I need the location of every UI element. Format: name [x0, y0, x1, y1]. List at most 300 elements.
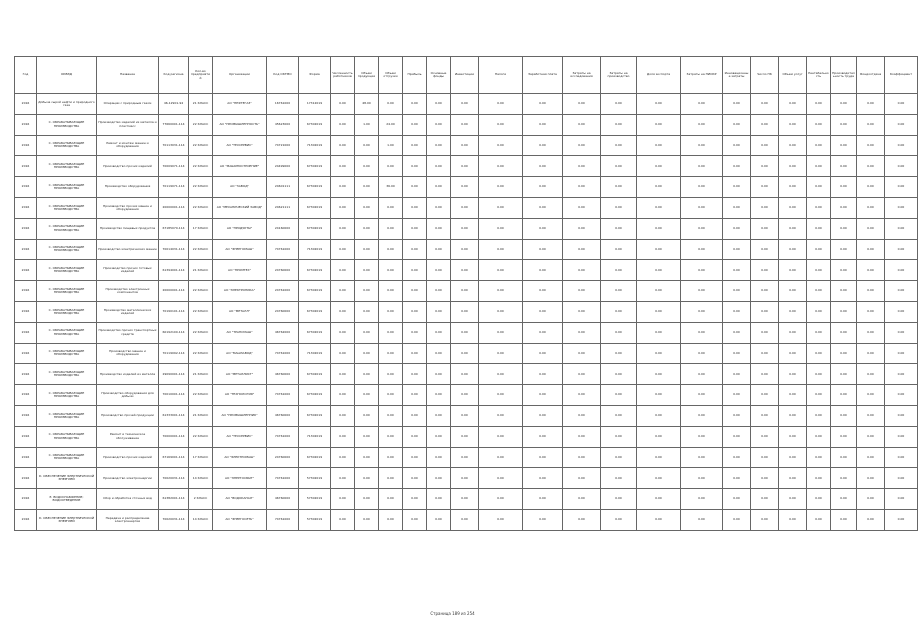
table-cell: 0.00 [479, 218, 523, 239]
table-cell: 0.00 [681, 364, 723, 385]
table-cell: 0.00 [779, 239, 807, 260]
table-cell: 0.00 [355, 239, 379, 260]
table-cell: 70190101-114 [159, 301, 189, 322]
table-cell: 0.00 [807, 114, 831, 135]
table-cell: 0.00 [857, 135, 885, 156]
table-cell: 57302019 [299, 489, 331, 510]
table-cell: 0.00 [857, 260, 885, 281]
table-cell: 0.00 [807, 343, 831, 364]
table-cell: 0.00 [523, 114, 563, 135]
column-header: Инновационные затраты [723, 57, 751, 94]
table-cell: 0.00 [403, 468, 427, 489]
table-cell: 0.00 [723, 322, 751, 343]
table-row [15, 447, 918, 468]
table-cell: 0.00 [331, 405, 355, 426]
table-cell: 0.00 [779, 385, 807, 406]
table-cell: 0.00 [403, 281, 427, 302]
table-cell: 0.00 [563, 364, 601, 385]
table-cell: 0.00 [807, 322, 831, 343]
table-cell: 0.00 [355, 509, 379, 530]
table-cell: 2 КЛАСС [189, 489, 213, 510]
table-cell: 0.00 [331, 301, 355, 322]
table-cell: 17312019 [299, 94, 331, 115]
table-row [15, 197, 918, 218]
table-row [15, 385, 918, 406]
table-cell: 0.00 [779, 447, 807, 468]
table-cell: 0.00 [451, 385, 479, 406]
table-cell: 67302019 [299, 281, 331, 302]
table-cell: 0.00 [723, 239, 751, 260]
table-cell: 36.00 [379, 177, 403, 198]
table-cell: 0.00 [451, 114, 479, 135]
data-table-container [14, 56, 913, 531]
table-cell: 24621111 [267, 197, 299, 218]
table-cell: 0.00 [479, 94, 523, 115]
table-cell: 67302019 [299, 177, 331, 198]
table-cell: 0.00 [807, 177, 831, 198]
table-cell: 0.00 [831, 218, 857, 239]
table-row [15, 114, 918, 135]
table-cell: 0.00 [637, 322, 681, 343]
table-row [15, 218, 918, 239]
table-cell: Сбор и обработка сточных вод [97, 489, 159, 510]
table-cell: 0.00 [523, 218, 563, 239]
table-cell: 0.00 [427, 239, 451, 260]
table-cell: 0.00 [403, 114, 427, 135]
table-cell: 0.00 [427, 197, 451, 218]
table-cell: 0.00 [601, 301, 637, 322]
table-cell: 0.00 [523, 447, 563, 468]
table-cell: 0.00 [885, 94, 918, 115]
table-cell: 0.00 [379, 468, 403, 489]
table-cell: 0.00 [885, 218, 918, 239]
table-cell: АО "ПРОМТЕХ" [213, 260, 267, 281]
table-cell: 0.00 [427, 301, 451, 322]
table-cell: 0.00 [479, 405, 523, 426]
table-cell: 0.00 [601, 447, 637, 468]
table-cell: 0.00 [479, 364, 523, 385]
table-cell: Производство электроэнергии [97, 468, 159, 489]
table-cell: 46762000 [267, 322, 299, 343]
table-cell: 0.00 [779, 281, 807, 302]
table-cell: 46760000 [267, 489, 299, 510]
table-cell: 0.00 [807, 489, 831, 510]
table-cell: 0.00 [885, 156, 918, 177]
column-header: Затраты на производство [601, 57, 637, 94]
table-cell: С. ОБРАБАТЫВАЮЩИЕ ПРОИЗВОДСТВА [37, 405, 97, 426]
table-cell: С. ОБРАБАТЫВАЮЩИЕ ПРОИЗВОДСТВА [37, 135, 97, 156]
table-cell: 0.00 [857, 447, 885, 468]
table-cell: 0.00 [681, 301, 723, 322]
table-cell: 67302019 [299, 301, 331, 322]
table-cell: 0.00 [379, 218, 403, 239]
table-cell: Производство металлических изделий [97, 301, 159, 322]
table-cell: 0.00 [379, 156, 403, 177]
table-cell: 48.00 [355, 94, 379, 115]
table-cell: С. ОБРАБАТЫВАЮЩИЕ ПРОИЗВОДСТВА [37, 343, 97, 364]
table-cell: 1.00 [379, 135, 403, 156]
table-cell: 0.00 [355, 343, 379, 364]
table-cell: 67302019 [299, 114, 331, 135]
table-cell: 0.00 [681, 426, 723, 447]
table-cell: 0.00 [355, 447, 379, 468]
table-cell: 77660001-114 [159, 114, 189, 135]
table-cell: 24601111 [267, 177, 299, 198]
table-cell: 0.00 [601, 364, 637, 385]
table-cell: 0.00 [751, 509, 779, 530]
table-cell: 0.00 [427, 468, 451, 489]
table-cell: 0.00 [857, 156, 885, 177]
table-cell: АО "ВОДОКАНАЛ" [213, 489, 267, 510]
table-cell: АО "ЭНЕРГОСБЫТ" [213, 468, 267, 489]
table-cell: 29090001-114 [159, 364, 189, 385]
table-cell: 0.00 [563, 197, 601, 218]
table-cell: 0.00 [427, 385, 451, 406]
table-cell: 0.00 [807, 468, 831, 489]
column-header: Доля экспорта [637, 57, 681, 94]
table-cell: 0.00 [857, 301, 885, 322]
table-cell: 0.00 [523, 509, 563, 530]
table-body [15, 94, 918, 531]
table-cell: 0.00 [681, 509, 723, 530]
table-cell: 0.00 [451, 322, 479, 343]
table-cell: 0.00 [523, 260, 563, 281]
column-header: Затраты на НИОКР [681, 57, 723, 94]
column-header: Название [97, 57, 159, 94]
table-cell: АО "ТЕХНОЛОГИЯ" [213, 385, 267, 406]
table-cell: 0.00 [403, 260, 427, 281]
table-cell: 24760000 [267, 301, 299, 322]
table-cell: 0.00 [601, 135, 637, 156]
table-cell: 0.00 [637, 197, 681, 218]
table-cell: 0.00 [523, 322, 563, 343]
table-cell: 0.00 [479, 322, 523, 343]
table-row [15, 343, 918, 364]
table-cell: 0.00 [523, 177, 563, 198]
table-cell: 0.00 [479, 177, 523, 198]
table-cell: 0.00 [751, 156, 779, 177]
table-cell: 0.00 [451, 489, 479, 510]
table-cell: 0.00 [601, 156, 637, 177]
table-cell: 2016 [15, 239, 37, 260]
table-cell: 0.00 [723, 218, 751, 239]
table-cell: 71302019 [299, 135, 331, 156]
table-cell: 0.00 [403, 239, 427, 260]
table-cell: 67302019 [299, 364, 331, 385]
table-cell: 0.00 [451, 426, 479, 447]
table-cell: 0.00 [751, 218, 779, 239]
table-cell: 2016 [15, 197, 37, 218]
table-cell: 0.00 [427, 218, 451, 239]
table-cell: 0.00 [831, 281, 857, 302]
table-cell: 0.00 [885, 177, 918, 198]
table-cell: 0.00 [637, 177, 681, 198]
column-header: Объем продукции [355, 57, 379, 94]
table-cell: 0.00 [427, 94, 451, 115]
table-cell: Производство прочей продукции [97, 405, 159, 426]
table-cell: 0.00 [427, 489, 451, 510]
table-cell: 0.00 [451, 197, 479, 218]
table-cell: АО "МЕХАНИЧЕСКИЙ ЗАВОД" [213, 197, 267, 218]
table-cell: 0.00 [379, 343, 403, 364]
table-cell: 0.00 [637, 385, 681, 406]
table-row [15, 405, 918, 426]
table-cell: 2016 [15, 218, 37, 239]
table-cell: 0.00 [479, 489, 523, 510]
table-cell: 0.00 [681, 218, 723, 239]
table-cell: 60192100-114 [159, 322, 189, 343]
table-cell: 46760000 [267, 405, 299, 426]
table-cell: 0.00 [723, 426, 751, 447]
table-cell: АО "ПРОМЫШЛЕННИК" [213, 405, 267, 426]
table-cell: Операции с природным газом [97, 94, 159, 115]
column-header: Численность работников [331, 57, 355, 94]
table-row [15, 489, 918, 510]
table-cell: 0.00 [779, 301, 807, 322]
table-row [15, 281, 918, 302]
table-cell: 0.00 [831, 343, 857, 364]
table-cell: Производство пищевых продуктов [97, 218, 159, 239]
table-cell: 0.00 [807, 281, 831, 302]
table-cell: Производство прочих транспортных средств [97, 322, 159, 343]
table-cell: D. ОБЕСПЕЧЕНИЕ ЭЛЕКТРИЧЕСКОЙ ЭНЕРГИЕЙ [37, 509, 97, 530]
table-cell: 0.00 [355, 405, 379, 426]
table-cell: 0.00 [637, 281, 681, 302]
table-cell: 0.00 [751, 322, 779, 343]
table-cell: 0.00 [403, 509, 427, 530]
table-cell: 0.00 [831, 364, 857, 385]
table-cell: 0.00 [403, 197, 427, 218]
table-cell: 1.00 [355, 114, 379, 135]
table-cell: 0.00 [601, 468, 637, 489]
table-cell: 0.00 [751, 364, 779, 385]
table-cell: 0.00 [779, 322, 807, 343]
table-cell: 0.00 [331, 177, 355, 198]
table-cell: 0.00 [523, 426, 563, 447]
table-cell: 0.00 [523, 468, 563, 489]
table-cell: 0.00 [885, 239, 918, 260]
table-cell: 0.00 [779, 509, 807, 530]
table-cell: 67302019 [299, 322, 331, 343]
column-header: Налоги [479, 57, 523, 94]
table-cell: 0.00 [637, 94, 681, 115]
table-cell: 0.00 [751, 94, 779, 115]
table-cell: 0.00 [751, 405, 779, 426]
table-cell: 22 КЛАСС [189, 322, 213, 343]
table-cell: 0.00 [427, 322, 451, 343]
table-cell: АО "ПРОДУКТЫ" [213, 218, 267, 239]
column-header: Основные фонды [427, 57, 451, 94]
table-cell: 2016 [15, 343, 37, 364]
table-cell: 0.00 [563, 218, 601, 239]
table-cell: 0.00 [451, 509, 479, 530]
table-cell: 0.00 [681, 260, 723, 281]
table-cell: 0.00 [355, 322, 379, 343]
table-cell: 0.00 [427, 509, 451, 530]
table-cell: 45623000 [267, 114, 299, 135]
table-cell: С. ОБРАБАТЫВАЮЩИЕ ПРОИЗВОДСТВА [37, 322, 97, 343]
table-cell: АО "НЕФТЕГАЗ" [213, 94, 267, 115]
table-cell: 0.00 [451, 239, 479, 260]
table-cell: 0.00 [831, 426, 857, 447]
column-header: Коэффициент [885, 57, 918, 94]
table-cell: 2016 [15, 322, 37, 343]
table-cell: 0.00 [885, 260, 918, 281]
table-cell: АО "ТЕХСЕРВИС" [213, 135, 267, 156]
table-cell: 0.00 [601, 385, 637, 406]
table-cell: 0.00 [403, 343, 427, 364]
table-cell: 21 КЛАСС [189, 405, 213, 426]
table-cell: 0.00 [427, 281, 451, 302]
column-header: Инвестиции [451, 57, 479, 94]
table-cell: 0.00 [451, 468, 479, 489]
table-cell: 0.00 [331, 281, 355, 302]
table-cell: 0.00 [885, 364, 918, 385]
table-cell: 0.00 [681, 177, 723, 198]
table-cell: 2016 [15, 426, 37, 447]
table-cell: 0.00 [751, 468, 779, 489]
table-cell: 0.00 [723, 156, 751, 177]
table-cell: 0.00 [451, 447, 479, 468]
table-cell: 0.00 [807, 218, 831, 239]
table-cell: 0.00 [857, 218, 885, 239]
table-cell: 71302019 [299, 426, 331, 447]
table-cell: 0.00 [751, 239, 779, 260]
column-header: Фондоотдача [857, 57, 885, 94]
table-cell: 0.00 [403, 177, 427, 198]
table-cell: 21 КЛАСС [189, 94, 213, 115]
table-cell: 0.00 [601, 322, 637, 343]
table-cell: 0.00 [637, 239, 681, 260]
table-cell: 0.00 [637, 489, 681, 510]
table-cell: 71302019 [299, 239, 331, 260]
table-cell: 0.00 [751, 489, 779, 510]
page-footer: Страница 189 из 254 [430, 611, 475, 616]
table-cell: Производство электрических машин [97, 239, 159, 260]
table-cell: 0.00 [807, 405, 831, 426]
table-cell: С. ОБРАБАТЫВАЮЩИЕ ПРОИЗВОДСТВА [37, 301, 97, 322]
table-cell: 0.00 [885, 405, 918, 426]
table-cell: 0.00 [451, 135, 479, 156]
table-cell: АО "ПРОМЫШЛЕННОСТЬ" [213, 114, 267, 135]
table-cell: 0.00 [563, 322, 601, 343]
table-cell: 0.00 [355, 260, 379, 281]
table-cell: 0.00 [885, 343, 918, 364]
table-cell: 24761000 [267, 281, 299, 302]
table-cell: 0.00 [857, 468, 885, 489]
table-cell: 0.00 [331, 322, 355, 343]
table-cell: 0.00 [479, 509, 523, 530]
table-cell: 74721000 [267, 135, 299, 156]
table-cell: 0.00 [523, 94, 563, 115]
table-cell: 0.00 [403, 405, 427, 426]
table-cell: 0.00 [723, 468, 751, 489]
table-cell: С. ОБРАБАТЫВАЮЩИЕ ПРОИЗВОДСТВА [37, 156, 97, 177]
table-cell: 0.00 [563, 468, 601, 489]
table-row [15, 322, 918, 343]
table-cell: 0.00 [779, 135, 807, 156]
table-cell: 0.00 [403, 385, 427, 406]
table-cell: 0.00 [427, 156, 451, 177]
table-cell: 0.00 [355, 364, 379, 385]
table-cell: Производство оборудования для добычи [97, 385, 159, 406]
table-cell: Производство прочих машин и оборудования [97, 197, 159, 218]
table-cell: 0.00 [723, 281, 751, 302]
table-cell: 0.00 [523, 239, 563, 260]
table-cell: 14 КЛАСС [189, 509, 213, 530]
table-cell: 21 КЛАСС [189, 364, 213, 385]
table-cell: 0.00 [885, 468, 918, 489]
table-cell: 74761000 [267, 385, 299, 406]
table-cell: 24499000 [267, 156, 299, 177]
table-cell: Производство изделий из металла [97, 364, 159, 385]
table-cell: 2016 [15, 509, 37, 530]
table-cell: 0.00 [451, 364, 479, 385]
table-cell: 0.00 [751, 177, 779, 198]
table-cell: 2016 [15, 364, 37, 385]
table-cell: 0.00 [885, 135, 918, 156]
table-cell: 0.00 [807, 509, 831, 530]
table-cell: 0.00 [857, 426, 885, 447]
data-table [14, 56, 918, 531]
table-cell: 46-12901-94 [159, 94, 189, 115]
header-row [15, 57, 918, 94]
table-cell: 0.00 [355, 177, 379, 198]
table-cell: 67302019 [299, 385, 331, 406]
table-cell: 0.00 [403, 489, 427, 510]
table-cell: 14 КЛАСС [189, 468, 213, 489]
table-cell: 0.00 [601, 239, 637, 260]
table-cell: 0.00 [751, 260, 779, 281]
table-cell: 22 КЛАСС [189, 114, 213, 135]
table-cell: 57302019 [299, 509, 331, 530]
table-cell: 0.00 [831, 135, 857, 156]
table-cell: 0.00 [331, 94, 355, 115]
table-cell: 0.00 [403, 156, 427, 177]
table-cell: 0.00 [807, 94, 831, 115]
table-cell: 0.00 [831, 114, 857, 135]
table-cell: 0.00 [523, 364, 563, 385]
table-cell: 0.00 [885, 509, 918, 530]
table-cell: 57302019 [299, 468, 331, 489]
table-cell: 20000001-114 [159, 281, 189, 302]
table-cell: 0.00 [857, 343, 885, 364]
table-cell: Ремонт и техническое обслуживание [97, 426, 159, 447]
table-cell: 0.00 [451, 260, 479, 281]
table-cell: 0.00 [331, 364, 355, 385]
column-header: Объем услуг [779, 57, 807, 94]
table-cell: 0.00 [637, 301, 681, 322]
table-cell: 0.00 [857, 364, 885, 385]
table-cell: 0.00 [563, 281, 601, 302]
table-cell: 0.00 [379, 405, 403, 426]
table-cell: 0.00 [355, 135, 379, 156]
table-cell: 0.00 [331, 468, 355, 489]
table-cell: 0.00 [857, 385, 885, 406]
table-cell: 0.00 [723, 489, 751, 510]
table-cell: 0.00 [681, 114, 723, 135]
table-cell: 0.00 [331, 489, 355, 510]
table-cell: 0.00 [355, 197, 379, 218]
table-cell: 0.00 [779, 197, 807, 218]
table-cell: С. ОБРАБАТЫВАЮЩИЕ ПРОИЗВОДСТВА [37, 364, 97, 385]
table-cell: 0.00 [379, 197, 403, 218]
table-cell: 0.00 [403, 135, 427, 156]
table-row [15, 364, 918, 385]
table-cell: 0.00 [807, 156, 831, 177]
table-cell: 46760000 [267, 364, 299, 385]
table-cell: 0.00 [355, 468, 379, 489]
